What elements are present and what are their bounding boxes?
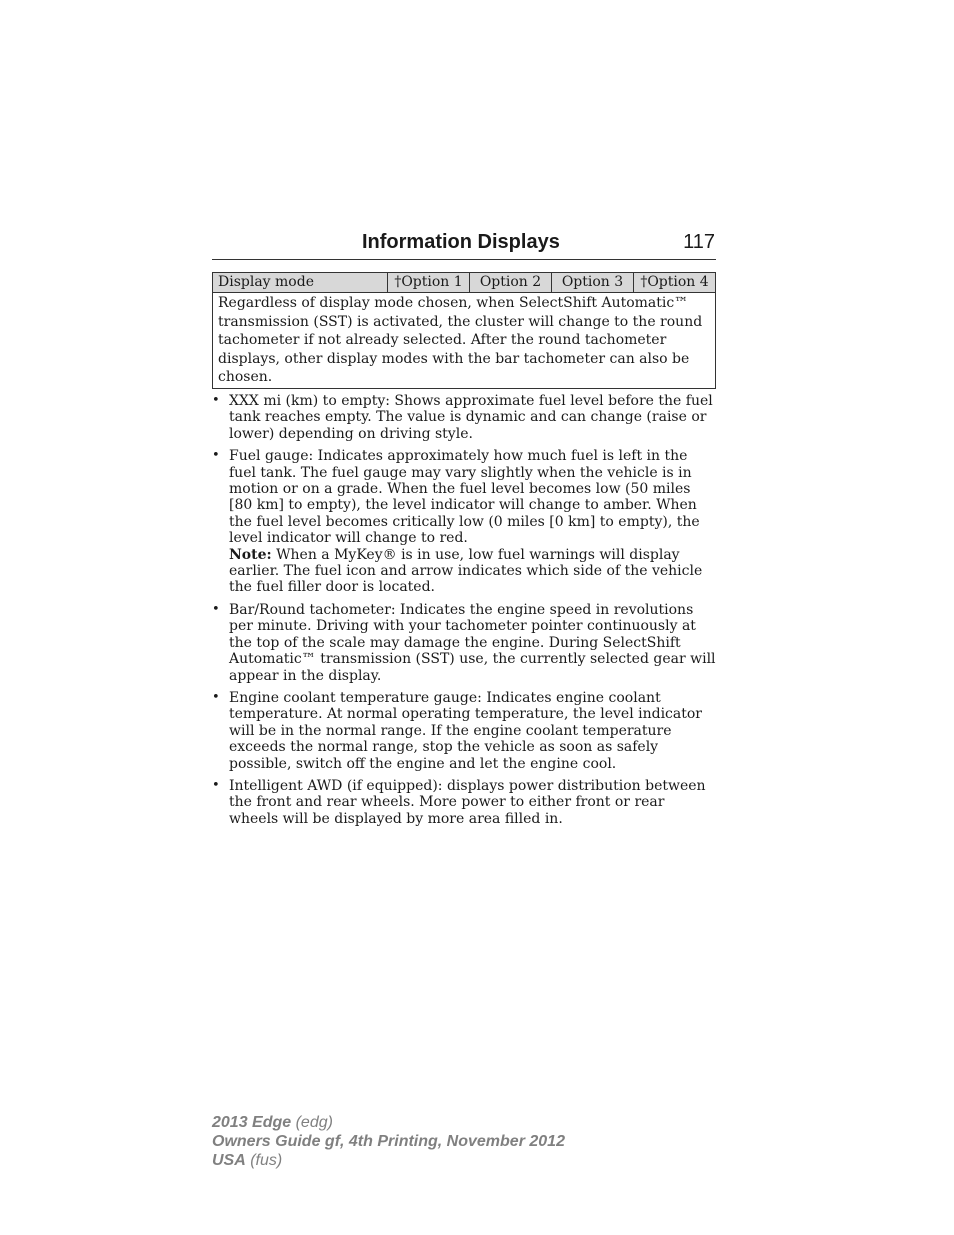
- list-item: [212, 778, 718, 827]
- header-option-1: †Option 1: [387, 273, 469, 292]
- list-item: [212, 448, 718, 596]
- footer-printing: Owners Guide gf, 4th Printing, November 2012: [212, 1133, 565, 1150]
- section-title: Information Displays: [362, 231, 560, 253]
- page-number: 117: [683, 231, 715, 253]
- bullet-icon: •: [212, 777, 220, 793]
- list-item-text: Engine coolant temperature gauge: Indicates engine coolant temperature. At normal operating temperature, the level indicator will be in the normal range. If the engine coolant temperature exceeds the normal range, stop the vehicle as soon as safely possible, switch off the engine and let the engine cool.: [229, 689, 702, 772]
- footer-model-code: (edg): [291, 1114, 333, 1131]
- header-display-mode: Display mode: [218, 274, 314, 290]
- footer-market: USA: [212, 1152, 246, 1169]
- list-item: [212, 602, 718, 684]
- display-mode-table: [212, 272, 716, 389]
- footer-model: 2013 Edge: [212, 1114, 292, 1131]
- list-item-text: XXX mi (km) to empty: Shows approximate fuel level before the fuel tank reaches empty. The value is dynamic and can change (raise or lower) depending on driving style.: [229, 393, 713, 442]
- list-item-text: Bar/Round tachometer: Indicates the engine speed in revolutions per minute. Driving with your tachometer pointer continuously at the top of the scale may damage the engine. During SelectShift Automatic™ transmission (SST) use, the currently selected gear will appear in the display.: [229, 601, 716, 684]
- gauge-bullet-list: [212, 393, 718, 833]
- display-mode-table-body: Regardless of display mode chosen, when SelectShift Automatic™ transmission (SST) is activated, the cluster will change to the round tachometer if not already selected. After the round tachometer displays, other display modes with the bar tachometer can also be chosen.: [218, 295, 703, 386]
- page-header: [212, 228, 716, 260]
- page-footer: [212, 1113, 565, 1170]
- bullet-icon: •: [212, 393, 220, 408]
- list-item-text: Intelligent AWD (if equipped): displays power distribution between the front and rear wheels. More power to either front or rear wheels will be displayed by more area filled in.: [229, 777, 706, 827]
- footer-market-code: (fus): [245, 1152, 283, 1169]
- list-item: [212, 393, 718, 442]
- note-text: When a MyKey® is in use, low fuel warnings will display earlier. The fuel icon and arrow indicates which side of the vehicle the fuel filler door is located.: [229, 546, 703, 596]
- header-option-2: Option 2: [469, 273, 551, 292]
- note-label: Note:: [229, 546, 272, 563]
- footer-line-market: [212, 1151, 565, 1170]
- list-item: [212, 690, 718, 772]
- header-option-4: †Option 4: [633, 273, 715, 292]
- bullet-icon: •: [212, 601, 220, 617]
- bullet-icon: •: [212, 689, 220, 705]
- display-mode-table-header: [213, 273, 715, 293]
- bullet-icon: •: [212, 448, 220, 464]
- footer-line-model: [212, 1113, 565, 1132]
- header-option-3: Option 3: [551, 273, 633, 292]
- list-item-text: Fuel gauge: Indicates approximately how much fuel is left in the fuel tank. The fuel gauge may vary slightly when the vehicle is in motion or on a grade. When the fuel level becomes low (50 miles [80 km] to empty), the level indicator will change to amber. When the fuel level becomes critically low (0 miles [0 km] to empty), the level indicator will change to red.: [229, 448, 700, 547]
